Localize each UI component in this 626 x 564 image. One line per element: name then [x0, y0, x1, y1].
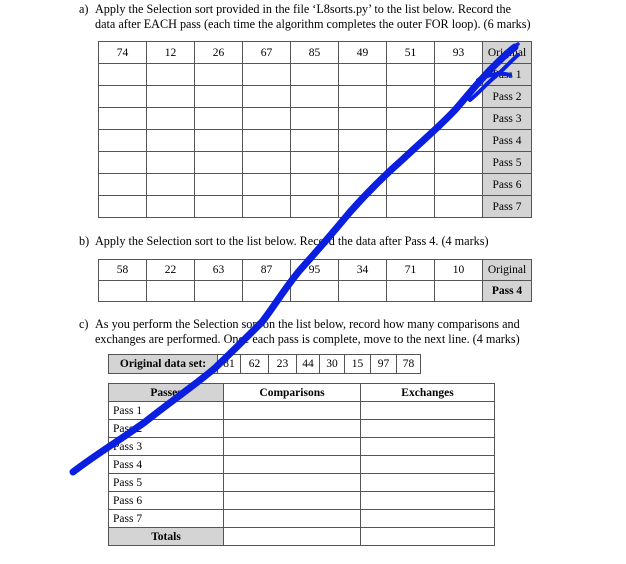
- answer-cell: [147, 108, 195, 130]
- question-c-label: c): [79, 317, 89, 331]
- answer-cell: [243, 130, 291, 152]
- totals-label: Totals: [109, 528, 224, 546]
- pass-label: Pass 6: [109, 492, 224, 510]
- answer-cell: [291, 64, 339, 86]
- value-cell: 15: [345, 355, 371, 374]
- answer-cell: [147, 281, 195, 302]
- answer-cell: [435, 64, 483, 86]
- answer-cell: [195, 64, 243, 86]
- answer-cell: [387, 152, 435, 174]
- comparisons-table: [108, 383, 495, 546]
- table-row: [109, 355, 421, 374]
- answer-cell: [224, 510, 361, 528]
- value-cell: 78: [397, 355, 421, 374]
- value-cell: 97: [371, 355, 397, 374]
- answer-cell: [195, 108, 243, 130]
- answer-cell: [224, 474, 361, 492]
- answer-cell: [291, 152, 339, 174]
- answer-cell: [339, 130, 387, 152]
- table-row: [99, 108, 532, 130]
- answer-cell: [339, 152, 387, 174]
- value-cell: 49: [339, 42, 387, 64]
- answer-cell: [224, 456, 361, 474]
- table-row: [99, 64, 532, 86]
- value-cell: 81: [218, 355, 241, 374]
- answer-cell: [99, 196, 147, 218]
- question-a-label: a): [79, 2, 89, 16]
- value-cell: 34: [339, 260, 387, 281]
- value-cell: 23: [269, 355, 297, 374]
- table-row: [109, 510, 495, 528]
- answer-cell: [339, 196, 387, 218]
- question-a-text: [95, 2, 565, 32]
- answer-cell: [291, 86, 339, 108]
- question-c-text: [95, 317, 565, 347]
- answer-cell: [387, 130, 435, 152]
- original-dataset-table: [108, 354, 421, 374]
- column-header: Comparisons: [224, 384, 361, 402]
- value-cell: 85: [291, 42, 339, 64]
- row-label: Pass 2: [483, 86, 532, 108]
- table-row: [109, 456, 495, 474]
- row-label: Original: [483, 260, 532, 281]
- answer-cell: [387, 174, 435, 196]
- answer-cell: [291, 196, 339, 218]
- answer-cell: [361, 420, 495, 438]
- table-row: [109, 420, 495, 438]
- table-row: [109, 402, 495, 420]
- value-cell: 87: [243, 260, 291, 281]
- answer-cell: [387, 281, 435, 302]
- answer-cell: [435, 281, 483, 302]
- answer-cell: [224, 402, 361, 420]
- answer-cell: [99, 108, 147, 130]
- pass-label: Pass 3: [109, 438, 224, 456]
- table-row: [109, 438, 495, 456]
- answer-cell: [339, 174, 387, 196]
- answer-cell: [147, 196, 195, 218]
- row-label: Original: [483, 42, 532, 64]
- row-label: Pass 4: [483, 130, 532, 152]
- answer-cell: [361, 456, 495, 474]
- pass-label: Pass 2: [109, 420, 224, 438]
- row-label: Pass 7: [483, 196, 532, 218]
- pass-label: Pass 7: [109, 510, 224, 528]
- value-cell: 95: [291, 260, 339, 281]
- answer-cell: [387, 64, 435, 86]
- answer-cell: [99, 130, 147, 152]
- answer-cell: [147, 86, 195, 108]
- answer-cell: [361, 438, 495, 456]
- answer-cell: [291, 130, 339, 152]
- answer-cell: [339, 108, 387, 130]
- table-row: [99, 174, 532, 196]
- answer-cell: [147, 174, 195, 196]
- answer-cell: [224, 492, 361, 510]
- table-row: [99, 42, 532, 64]
- answer-cell: [195, 196, 243, 218]
- table-row: [99, 86, 532, 108]
- answer-cell: [147, 130, 195, 152]
- answer-cell: [243, 152, 291, 174]
- value-cell: 26: [195, 42, 243, 64]
- table-row: [99, 260, 532, 281]
- answer-cell: [243, 281, 291, 302]
- value-cell: 74: [99, 42, 147, 64]
- row-label: Pass 4: [483, 281, 532, 302]
- answer-cell: [99, 174, 147, 196]
- answer-cell: [224, 438, 361, 456]
- answer-cell: [435, 152, 483, 174]
- row-label: Pass 6: [483, 174, 532, 196]
- answer-cell: [339, 281, 387, 302]
- answer-cell: [99, 281, 147, 302]
- answer-cell: [147, 64, 195, 86]
- answer-cell: [195, 281, 243, 302]
- answer-cell: [195, 86, 243, 108]
- answer-cell: [243, 108, 291, 130]
- value-cell: 58: [99, 260, 147, 281]
- value-cell: 63: [195, 260, 243, 281]
- pass-label: Pass 5: [109, 474, 224, 492]
- question-c-line-2: exchanges are performed. Once each pass is complete, move to the next line. (4 marks): [95, 332, 520, 346]
- value-cell: 10: [435, 260, 483, 281]
- answer-cell: [387, 86, 435, 108]
- table-row: [109, 492, 495, 510]
- answer-cell: [147, 152, 195, 174]
- answer-cell: [339, 86, 387, 108]
- value-cell: 51: [387, 42, 435, 64]
- answer-cell: [387, 196, 435, 218]
- answer-cell: [99, 152, 147, 174]
- answer-cell: [291, 281, 339, 302]
- column-header: Exchanges: [361, 384, 495, 402]
- answer-cell: [435, 86, 483, 108]
- question-b-line-1: Apply the Selection sort to the list below. Record the data after Pass 4. (4 marks): [95, 234, 489, 248]
- column-header: Passes: [109, 384, 224, 402]
- row-label: Pass 3: [483, 108, 532, 130]
- answer-cell: [361, 528, 495, 546]
- table-row: [109, 474, 495, 492]
- pass-label: Pass 4: [109, 456, 224, 474]
- answer-cell: [435, 196, 483, 218]
- value-cell: 62: [241, 355, 269, 374]
- answer-cell: [361, 492, 495, 510]
- totals-row: [109, 528, 495, 546]
- answer-cell: [291, 108, 339, 130]
- answer-cell: [339, 64, 387, 86]
- pass-table-b: [98, 259, 532, 302]
- value-cell: 71: [387, 260, 435, 281]
- answer-cell: [224, 528, 361, 546]
- pass-table-a: [98, 41, 532, 218]
- table-row: [99, 130, 532, 152]
- answer-cell: [243, 86, 291, 108]
- answer-cell: [435, 130, 483, 152]
- question-b-text: [95, 234, 565, 249]
- question-a-line-2: data after EACH pass (each time the algorithm completes the outer FOR loop). (6 marks): [95, 17, 531, 31]
- answer-cell: [243, 196, 291, 218]
- answer-cell: [195, 130, 243, 152]
- answer-cell: [291, 174, 339, 196]
- dataset-label: Original data set:: [109, 355, 218, 374]
- answer-cell: [195, 152, 243, 174]
- question-b-label: b): [79, 234, 90, 248]
- question-c-line-1: As you perform the Selection sort on the list below, record how many comparisons and: [95, 317, 520, 331]
- table-row: [99, 281, 532, 302]
- value-cell: 30: [320, 355, 345, 374]
- answer-cell: [243, 64, 291, 86]
- answer-cell: [435, 174, 483, 196]
- answer-cell: [224, 420, 361, 438]
- pass-label: Pass 1: [109, 402, 224, 420]
- answer-cell: [99, 64, 147, 86]
- answer-cell: [387, 108, 435, 130]
- value-cell: 67: [243, 42, 291, 64]
- answer-cell: [195, 174, 243, 196]
- answer-cell: [361, 402, 495, 420]
- value-cell: 93: [435, 42, 483, 64]
- value-cell: 22: [147, 260, 195, 281]
- table-row: [99, 152, 532, 174]
- row-label: Pass 1: [483, 64, 532, 86]
- answer-cell: [435, 108, 483, 130]
- answer-cell: [361, 510, 495, 528]
- value-cell: 12: [147, 42, 195, 64]
- answer-cell: [99, 86, 147, 108]
- header-row: [109, 384, 495, 402]
- row-label: Pass 5: [483, 152, 532, 174]
- question-a-line-1: Apply the Selection sort provided in the file ‘L8sorts.py’ to the list below. Record the: [95, 2, 511, 16]
- value-cell: 44: [297, 355, 320, 374]
- answer-cell: [361, 474, 495, 492]
- answer-cell: [243, 174, 291, 196]
- table-row: [99, 196, 532, 218]
